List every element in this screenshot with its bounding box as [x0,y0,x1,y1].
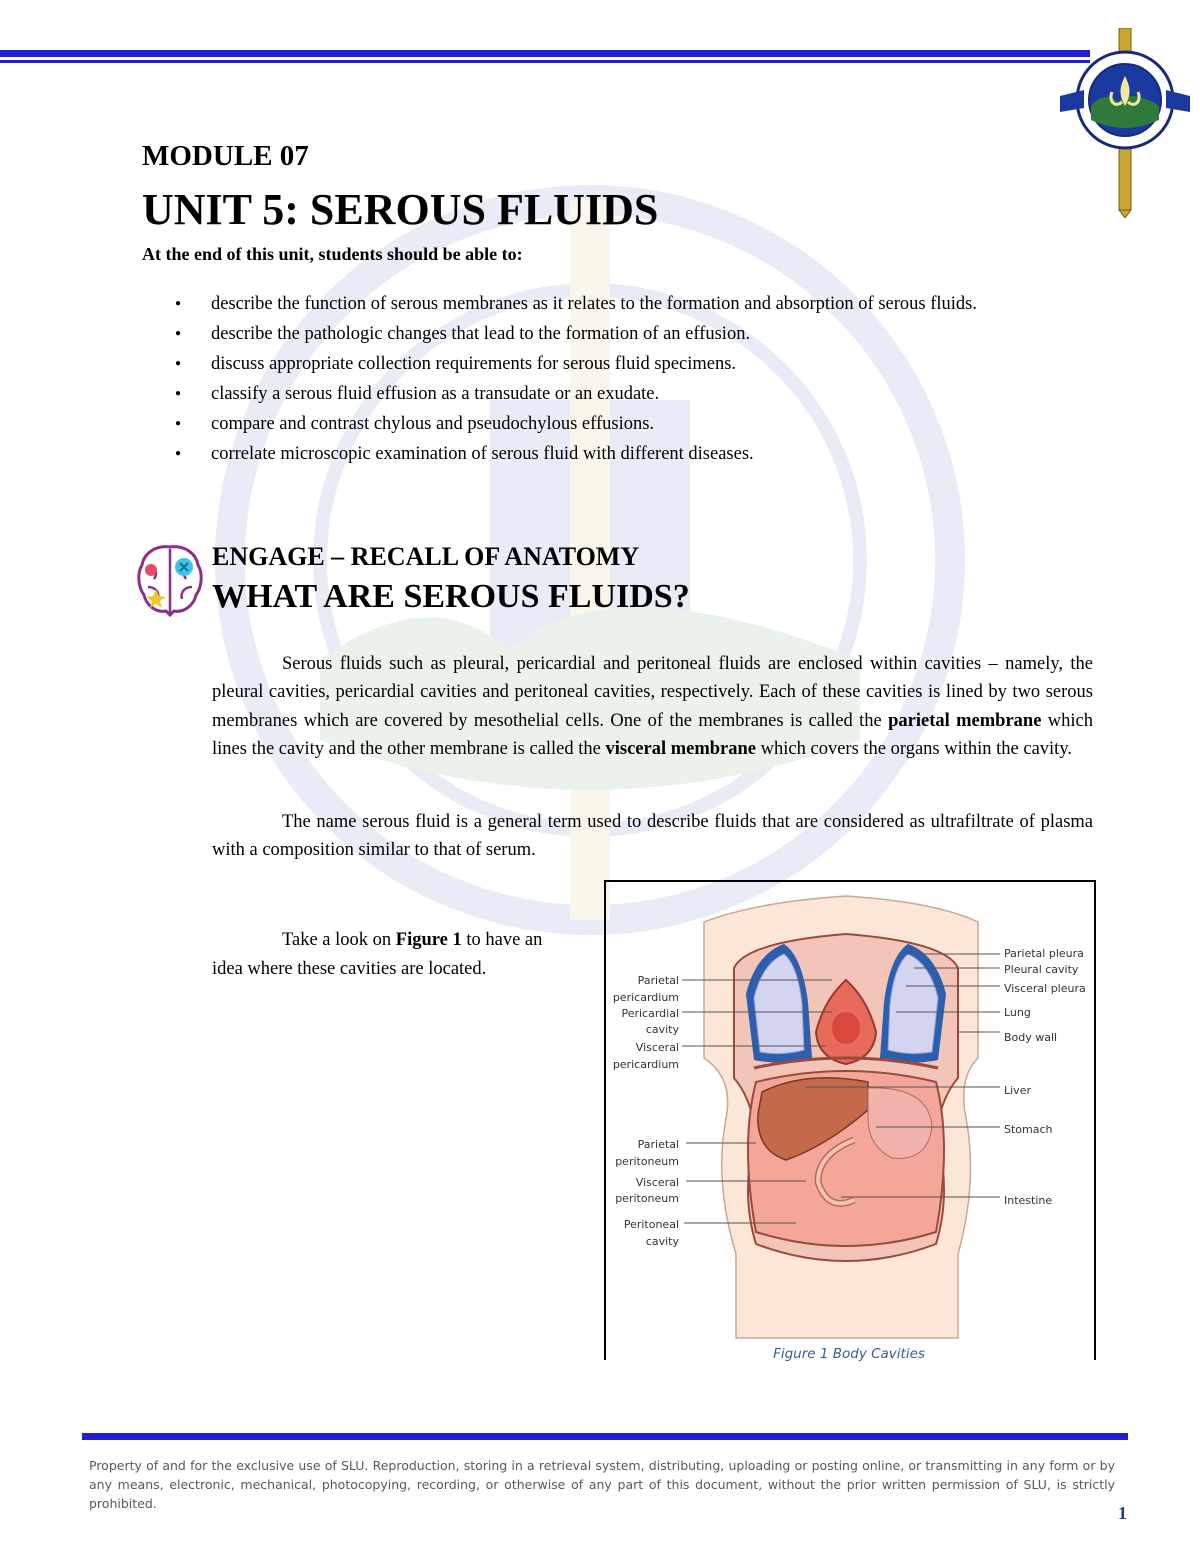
label-pericardial-cavity-1: Pericardial [621,1007,679,1020]
unit-title: UNIT 5: SEROUS FLUIDS [142,185,659,234]
term-visceral-membrane: visceral membrane [605,738,757,759]
label-parietal-pleura: Parietal pleura [1004,947,1084,960]
page-number: 1 [1118,1503,1127,1523]
label-visceral-peritoneum-2: peritoneum [615,1192,679,1205]
label-peritoneal-cavity-2: cavity [645,1235,679,1248]
objectives-intro: At the end of this unit, students should be able to: [142,244,523,264]
university-seal-sword-icon [1060,28,1190,218]
body-cavities-figure [606,882,1092,1358]
label-body-wall: Body wall [1004,1031,1058,1044]
header-rule [0,50,1090,66]
footer-rule [82,1433,1128,1440]
module-label: MODULE 07 [142,140,309,172]
paragraph-serous-definition: The name serous fluid is a general term used to describe fluids that are considered as ultrafiltrate of plasma with a composition similar to that of serum. [212,812,1093,861]
label-lung: Lung [1004,1006,1031,1019]
label-visceral-pleura: Visceral pleura [1004,982,1086,995]
label-visceral-pericardium-2: pericardium [612,1058,679,1071]
list-item: ● describe the pathologic changes that lead to the formation of an effusion. [175,320,1065,348]
figure-caption: Figure 1 Body Cavities [773,1346,925,1362]
copyright-notice: Property of and for the exclusive use of SLU. Reproduction, storing in a retrieval system, distributing, uploading or posting online, or transmitting in any form or by any means, electronic, mechanical, photocopying, recording, or otherwise of any part of this document, without the prior written permission of SLU, is strictly prohibited. [89,1458,1115,1511]
paragraph-cavities: Serous fluids such as pleural, pericardial and peritoneal fluids are enclosed within cavities – namely, the pleural cavities, pericardial cavities and peritoneal cavities, respectively. Each of these cavities is lined by two serous membranes which are covered by mesothelial cells. One of the membranes is called the parietal membrane which lines the cavity and the other membrane is called the visceral membrane which covers the organs within the cavity. [212,654,1093,759]
objectives-list [175,290,1065,470]
label-peritoneal-cavity-1: Peritoneal [623,1218,679,1231]
label-intestine: Intestine [1004,1194,1053,1207]
label-stomach: Stomach [1004,1123,1053,1136]
label-parietal-pericardium-1: Parietal [637,974,679,987]
list-item: ● discuss appropriate collection requirements for serous fluid specimens. [175,350,1065,378]
list-item: ● classify a serous fluid effusion as a transudate or an exudate. [175,380,1065,408]
label-visceral-peritoneum-1: Visceral [635,1176,679,1189]
term-parietal-membrane: parietal membrane [888,710,1042,731]
label-pleural-cavity: Pleural cavity [1004,963,1079,976]
label-pericardial-cavity-2: cavity [645,1023,679,1036]
brain-icon [136,543,204,618]
label-parietal-pericardium-2: pericardium [612,991,679,1004]
label-parietal-peritoneum-1: Parietal [637,1138,679,1151]
list-item: ● describe the function of serous membranes as it relates to the formation and absorption of serous fluids. [175,290,1065,318]
figure-reference-text: Take a look on Figure 1 to have an idea where these cavities are located. [212,930,543,979]
engage-heading: ENGAGE – RECALL OF ANATOMY [212,542,640,571]
list-item: ● correlate microscopic examination of serous fluid with different diseases. [175,440,1065,468]
figure-link: Figure 1 [395,930,462,950]
section-question: WHAT ARE SEROUS FLUIDS? [212,578,690,615]
label-liver: Liver [1004,1084,1031,1097]
list-item: ● compare and contrast chylous and pseudochylous effusions. [175,410,1065,438]
label-parietal-peritoneum-2: peritoneum [615,1155,679,1168]
label-visceral-pericardium-1: Visceral [635,1041,679,1054]
